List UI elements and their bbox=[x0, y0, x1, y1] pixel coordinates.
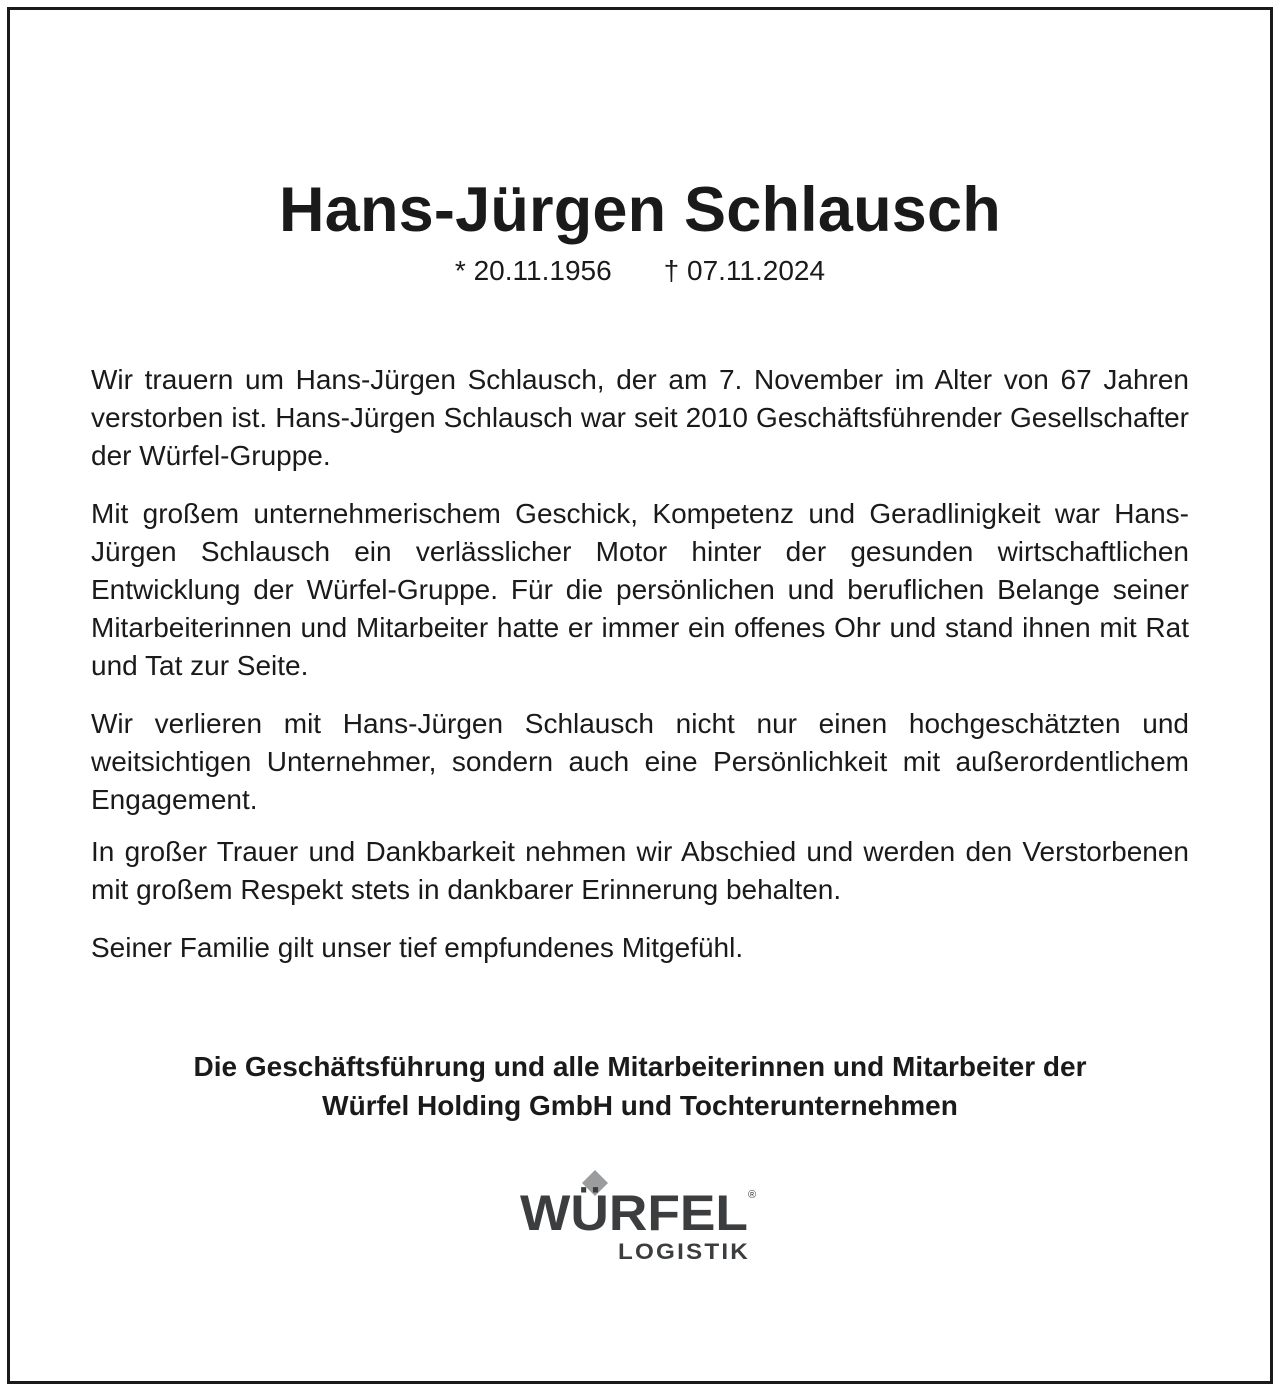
logo-subline: LOGISTIK bbox=[618, 1239, 750, 1264]
paragraph-2: Mit großem unternehmerischem Geschick, Kompetenz und Geradlinigkeit war Hans-Jürgen Schlausch ein verlässlicher Motor hinter der gesunden wirtschaftlichen Entwicklung der Würfel-Gruppe. Für die persönlichen und beruflichen Belange seiner Mitarbeiterinnen und Mitarbeiter hatte er immer ein offenes Ohr und stand ihnen mit Rat und Tat zur Seite. bbox=[91, 498, 1189, 681]
birth-date: * 20.11.1956 bbox=[454, 255, 612, 286]
paragraph-4: In großer Trauer und Dankbarkeit nehmen wir Abschied und werden den Verstorbenen mit großem Respekt stets in dankbarer Erinnerung behalten. bbox=[91, 836, 1189, 905]
deceased-name: Hans-Jürgen Schlausch bbox=[279, 175, 1001, 245]
notice-body bbox=[91, 361, 1189, 967]
signature-line-1: Die Geschäftsführung und alle Mitarbeiterinnen und Mitarbeiter der bbox=[193, 1051, 1087, 1082]
logo-graphic bbox=[520, 1170, 760, 1265]
registered-mark: ® bbox=[748, 1189, 757, 1201]
paragraph-3: Wir verlieren mit Hans-Jürgen Schlausch nicht nur einen hochgeschätzten und weitsichtigen Unternehmer, sondern auch eine Persönlichkeit mit außerordentlichem Engagement. bbox=[91, 708, 1189, 815]
signature-block bbox=[0, 1047, 1280, 1125]
death-date: † 07.11.2024 bbox=[663, 255, 826, 286]
paragraph-5: Seiner Familie gilt unser tief empfundenes Mitgefühl. bbox=[91, 932, 744, 963]
logo-wordmark: WÜRFEL bbox=[520, 1185, 748, 1241]
signature-line-2: Würfel Holding GmbH und Tochterunternehmen bbox=[322, 1090, 958, 1121]
paragraph-1: Wir trauern um Hans-Jürgen Schlausch, der am 7. November im Alter von 67 Jahren verstorben ist. Hans-Jürgen Schlausch war seit 2010 Geschäftsführender Gesellschafter der Würfel-Gruppe. bbox=[91, 364, 1189, 471]
life-dates bbox=[0, 254, 1280, 288]
wuerfel-logistik-logo bbox=[520, 1170, 760, 1265]
